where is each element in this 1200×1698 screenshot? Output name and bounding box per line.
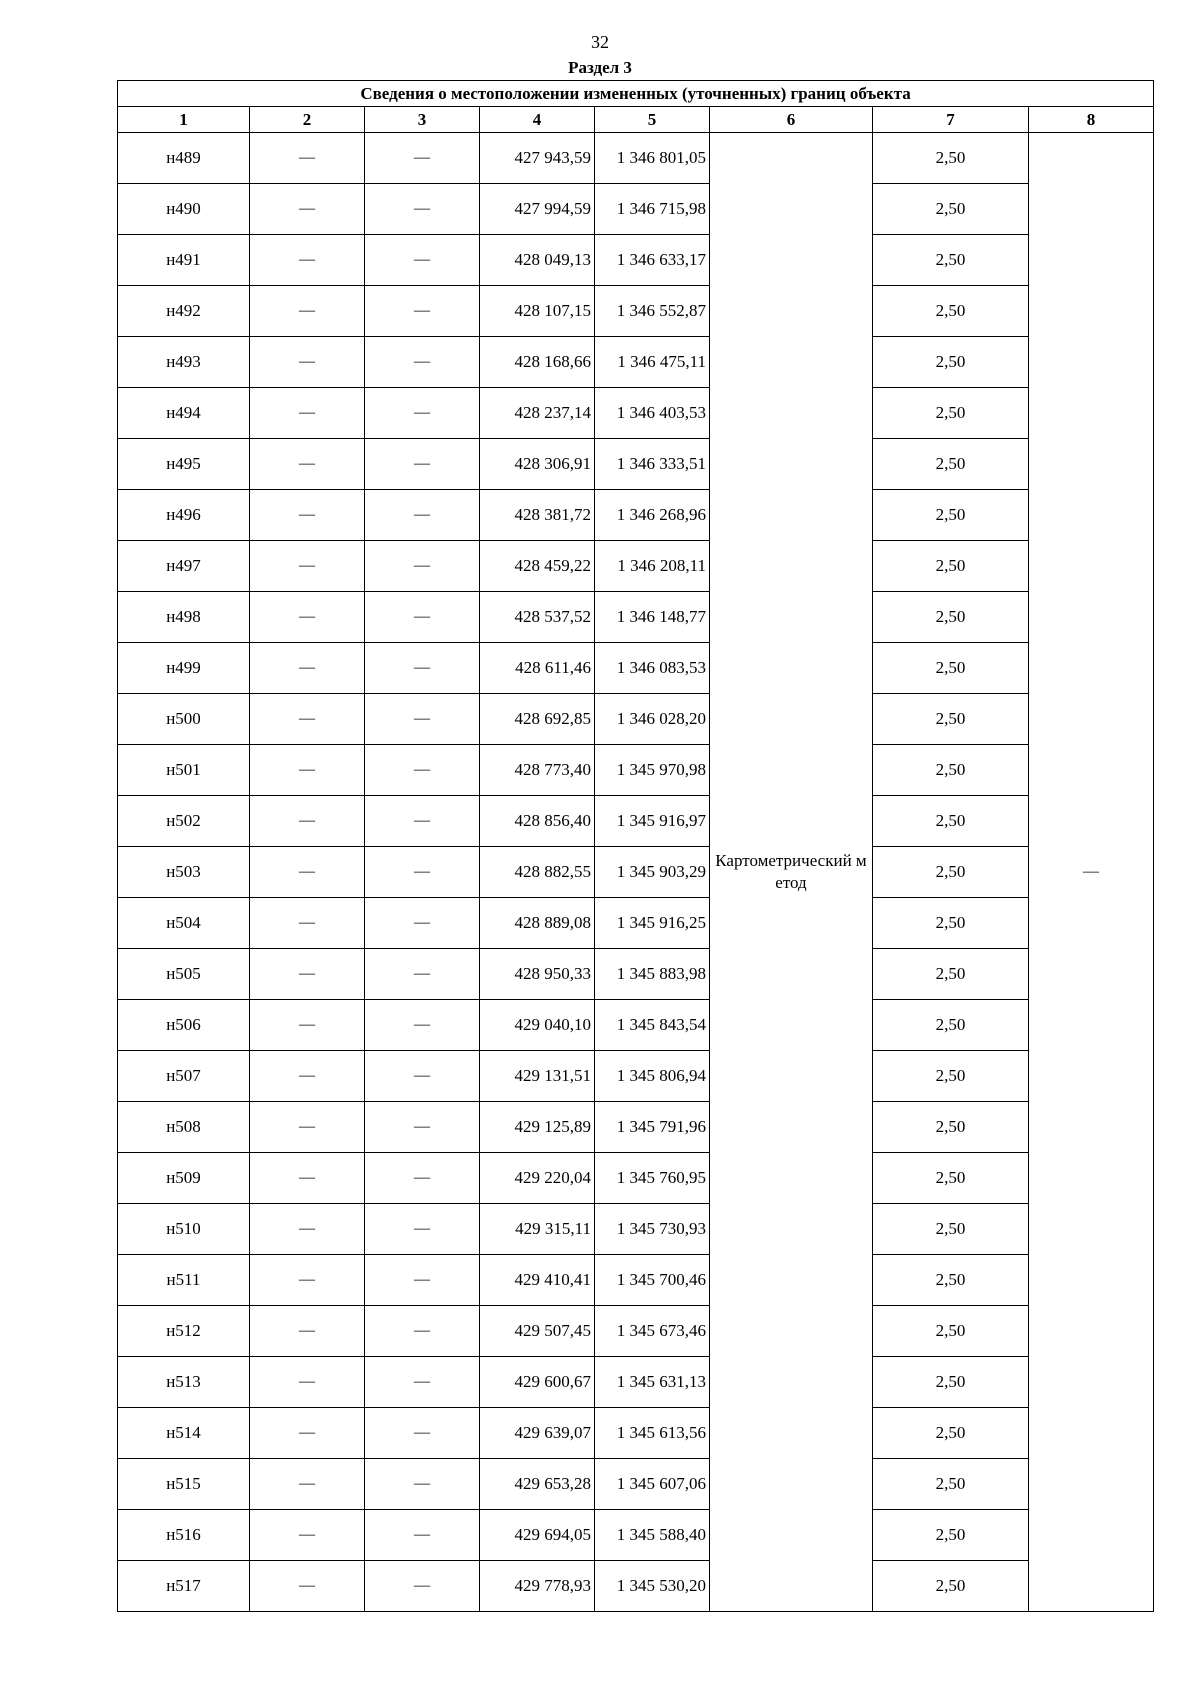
method-cell: Картометрический метод (710, 133, 873, 1612)
column-3-value: — (365, 133, 480, 184)
coordinate-x: 427 943,59 (480, 133, 595, 184)
accuracy-value: 2,50 (873, 337, 1029, 388)
point-id: н497 (118, 541, 250, 592)
coordinate-y: 1 345 903,29 (595, 847, 710, 898)
point-id: н510 (118, 1204, 250, 1255)
column-3-value: — (365, 1408, 480, 1459)
column-3-value: — (365, 235, 480, 286)
column-3-value: — (365, 1306, 480, 1357)
column-2-value: — (250, 490, 365, 541)
coordinate-y: 1 345 588,40 (595, 1510, 710, 1561)
column-3-value: — (365, 694, 480, 745)
coordinate-y: 1 346 208,11 (595, 541, 710, 592)
coordinate-x: 429 507,45 (480, 1306, 595, 1357)
table-body (118, 133, 1154, 1612)
column-3-value: — (365, 1204, 480, 1255)
column-2-value: — (250, 694, 365, 745)
coordinate-x: 429 315,11 (480, 1204, 595, 1255)
accuracy-value: 2,50 (873, 235, 1029, 286)
table-row (118, 1255, 1154, 1306)
accuracy-value: 2,50 (873, 694, 1029, 745)
column-2-value: — (250, 541, 365, 592)
table-row (118, 1051, 1154, 1102)
table-row (118, 286, 1154, 337)
point-id: н499 (118, 643, 250, 694)
column-header-4: 4 (480, 107, 595, 133)
coordinate-x: 428 773,40 (480, 745, 595, 796)
accuracy-value: 2,50 (873, 1204, 1029, 1255)
column-2-value: — (250, 949, 365, 1000)
point-id: н496 (118, 490, 250, 541)
coordinate-y: 1 345 631,13 (595, 1357, 710, 1408)
point-id: н515 (118, 1459, 250, 1510)
column-header-7: 7 (873, 107, 1029, 133)
column-header-5: 5 (595, 107, 710, 133)
coordinate-y: 1 345 843,54 (595, 1000, 710, 1051)
page-number: 32 (591, 32, 609, 52)
point-id: н507 (118, 1051, 250, 1102)
column-2-value: — (250, 1408, 365, 1459)
table-row (118, 490, 1154, 541)
coordinate-x: 429 040,10 (480, 1000, 595, 1051)
accuracy-value: 2,50 (873, 745, 1029, 796)
column-2-value: — (250, 745, 365, 796)
table-row (118, 235, 1154, 286)
column-3-value: — (365, 388, 480, 439)
coordinate-x: 428 537,52 (480, 592, 595, 643)
coordinate-y: 1 346 801,05 (595, 133, 710, 184)
column-3-value: — (365, 847, 480, 898)
coordinate-x: 428 237,14 (480, 388, 595, 439)
column-2-value: — (250, 184, 365, 235)
column-2-value: — (250, 1561, 365, 1612)
coordinate-x: 428 168,66 (480, 337, 595, 388)
accuracy-value: 2,50 (873, 1357, 1029, 1408)
coordinate-x: 428 889,08 (480, 898, 595, 949)
table-row (118, 745, 1154, 796)
table-row (118, 133, 1154, 184)
column-2-value: — (250, 1459, 365, 1510)
point-id: н516 (118, 1510, 250, 1561)
column-3-value: — (365, 643, 480, 694)
accuracy-value: 2,50 (873, 796, 1029, 847)
accuracy-value: 2,50 (873, 643, 1029, 694)
table-row (118, 898, 1154, 949)
table-row (118, 847, 1154, 898)
table-row (118, 1306, 1154, 1357)
column-2-value: — (250, 337, 365, 388)
coordinate-y: 1 345 613,56 (595, 1408, 710, 1459)
coordinate-x: 428 856,40 (480, 796, 595, 847)
column-2-value: — (250, 643, 365, 694)
column-3-value: — (365, 286, 480, 337)
coordinate-y: 1 346 148,77 (595, 592, 710, 643)
column-2-value: — (250, 796, 365, 847)
coordinate-y: 1 345 700,46 (595, 1255, 710, 1306)
column-3-value: — (365, 1459, 480, 1510)
column-3-value: — (365, 1561, 480, 1612)
accuracy-value: 2,50 (873, 1153, 1029, 1204)
column-header-8: 8 (1029, 107, 1154, 133)
column-3-value: — (365, 1357, 480, 1408)
coordinate-x: 428 107,15 (480, 286, 595, 337)
coordinate-y: 1 345 530,20 (595, 1561, 710, 1612)
accuracy-value: 2,50 (873, 949, 1029, 1000)
table-row (118, 796, 1154, 847)
coordinate-x: 429 410,41 (480, 1255, 595, 1306)
column-3-value: — (365, 592, 480, 643)
table-row (118, 439, 1154, 490)
accuracy-value: 2,50 (873, 1000, 1029, 1051)
column-3-value: — (365, 1051, 480, 1102)
column-3-value: — (365, 490, 480, 541)
section-title: Раздел 3 (568, 58, 632, 77)
point-id: н501 (118, 745, 250, 796)
point-id: н511 (118, 1255, 250, 1306)
table-row (118, 1000, 1154, 1051)
point-id: н503 (118, 847, 250, 898)
column-3-value: — (365, 949, 480, 1000)
point-id: н490 (118, 184, 250, 235)
table-row (118, 949, 1154, 1000)
coordinate-y: 1 346 715,98 (595, 184, 710, 235)
coordinate-x: 427 994,59 (480, 184, 595, 235)
table-row (118, 694, 1154, 745)
column-2-value: — (250, 1000, 365, 1051)
coordinate-y: 1 345 916,25 (595, 898, 710, 949)
point-id: н493 (118, 337, 250, 388)
coordinate-y: 1 345 791,96 (595, 1102, 710, 1153)
coordinate-x: 429 220,04 (480, 1153, 595, 1204)
accuracy-value: 2,50 (873, 1459, 1029, 1510)
accuracy-value: 2,50 (873, 133, 1029, 184)
table-row (118, 1153, 1154, 1204)
coordinate-y: 1 345 806,94 (595, 1051, 710, 1102)
coordinate-x: 429 600,67 (480, 1357, 595, 1408)
table-row (118, 1561, 1154, 1612)
point-id: н509 (118, 1153, 250, 1204)
table-row (118, 1510, 1154, 1561)
coordinate-y: 1 345 970,98 (595, 745, 710, 796)
table-row (118, 388, 1154, 439)
column-2-value: — (250, 286, 365, 337)
coordinate-x: 428 692,85 (480, 694, 595, 745)
column-3-value: — (365, 898, 480, 949)
column-2-value: — (250, 592, 365, 643)
accuracy-value: 2,50 (873, 592, 1029, 643)
column-header-3: 3 (365, 107, 480, 133)
point-id: н504 (118, 898, 250, 949)
point-id: н500 (118, 694, 250, 745)
column-2-value: — (250, 847, 365, 898)
accuracy-value: 2,50 (873, 1408, 1029, 1459)
column-2-value: — (250, 235, 365, 286)
point-id: н512 (118, 1306, 250, 1357)
column-2-value: — (250, 1204, 365, 1255)
accuracy-value: 2,50 (873, 541, 1029, 592)
point-id: н508 (118, 1102, 250, 1153)
column-header-1: 1 (118, 107, 250, 133)
coordinate-y: 1 346 083,53 (595, 643, 710, 694)
coordinate-x: 428 882,55 (480, 847, 595, 898)
coordinate-x: 429 131,51 (480, 1051, 595, 1102)
point-id: н514 (118, 1408, 250, 1459)
accuracy-value: 2,50 (873, 1102, 1029, 1153)
column-3-value: — (365, 745, 480, 796)
point-id: н513 (118, 1357, 250, 1408)
table-row (118, 1204, 1154, 1255)
accuracy-value: 2,50 (873, 184, 1029, 235)
accuracy-value: 2,50 (873, 898, 1029, 949)
column-2-value: — (250, 1510, 365, 1561)
coordinate-y: 1 345 883,98 (595, 949, 710, 1000)
table-row (118, 1459, 1154, 1510)
coordinate-x: 429 639,07 (480, 1408, 595, 1459)
column-3-value: — (365, 1153, 480, 1204)
column-2-value: — (250, 439, 365, 490)
point-id: н505 (118, 949, 250, 1000)
coordinate-x: 428 306,91 (480, 439, 595, 490)
column-2-value: — (250, 388, 365, 439)
point-id: н489 (118, 133, 250, 184)
column-8-value: — (1029, 133, 1154, 1612)
accuracy-value: 2,50 (873, 388, 1029, 439)
table-row (118, 643, 1154, 694)
accuracy-value: 2,50 (873, 286, 1029, 337)
table-row (118, 1408, 1154, 1459)
column-3-value: — (365, 337, 480, 388)
table-row (118, 1102, 1154, 1153)
point-id: н491 (118, 235, 250, 286)
coordinate-x: 429 778,93 (480, 1561, 595, 1612)
coordinate-x: 428 611,46 (480, 643, 595, 694)
table-row (118, 1357, 1154, 1408)
accuracy-value: 2,50 (873, 439, 1029, 490)
column-2-value: — (250, 1255, 365, 1306)
coordinate-y: 1 346 475,11 (595, 337, 710, 388)
accuracy-value: 2,50 (873, 847, 1029, 898)
coordinate-y: 1 346 552,87 (595, 286, 710, 337)
column-3-value: — (365, 1510, 480, 1561)
column-3-value: — (365, 541, 480, 592)
point-id: н502 (118, 796, 250, 847)
accuracy-value: 2,50 (873, 1561, 1029, 1612)
point-id: н498 (118, 592, 250, 643)
accuracy-value: 2,50 (873, 490, 1029, 541)
accuracy-value: 2,50 (873, 1510, 1029, 1561)
table-caption: Сведения о местоположении измененных (уточненных) границ объекта (118, 81, 1154, 107)
coordinate-y: 1 346 028,20 (595, 694, 710, 745)
column-3-value: — (365, 439, 480, 490)
table-row (118, 337, 1154, 388)
coordinate-x: 429 125,89 (480, 1102, 595, 1153)
column-2-value: — (250, 898, 365, 949)
coordinate-y: 1 346 333,51 (595, 439, 710, 490)
column-3-value: — (365, 796, 480, 847)
column-3-value: — (365, 1000, 480, 1051)
point-id: н494 (118, 388, 250, 439)
coordinate-x: 428 381,72 (480, 490, 595, 541)
coordinate-x: 429 653,28 (480, 1459, 595, 1510)
column-header-6: 6 (710, 107, 873, 133)
accuracy-value: 2,50 (873, 1255, 1029, 1306)
coordinate-y: 1 345 730,93 (595, 1204, 710, 1255)
coordinate-y: 1 346 403,53 (595, 388, 710, 439)
column-2-value: — (250, 1357, 365, 1408)
accuracy-value: 2,50 (873, 1306, 1029, 1357)
coordinate-y: 1 345 607,06 (595, 1459, 710, 1510)
point-id: н495 (118, 439, 250, 490)
column-3-value: — (365, 184, 480, 235)
coordinate-x: 429 694,05 (480, 1510, 595, 1561)
coordinate-y: 1 345 760,95 (595, 1153, 710, 1204)
coordinate-y: 1 346 268,96 (595, 490, 710, 541)
table-row (118, 541, 1154, 592)
column-header-2: 2 (250, 107, 365, 133)
column-2-value: — (250, 1153, 365, 1204)
column-2-value: — (250, 1051, 365, 1102)
table-row (118, 592, 1154, 643)
point-id: н492 (118, 286, 250, 337)
coordinate-x: 428 950,33 (480, 949, 595, 1000)
table-row (118, 184, 1154, 235)
coordinate-y: 1 346 633,17 (595, 235, 710, 286)
boundary-table (117, 80, 1154, 1612)
column-2-value: — (250, 133, 365, 184)
column-3-value: — (365, 1102, 480, 1153)
column-3-value: — (365, 1255, 480, 1306)
coordinate-x: 428 459,22 (480, 541, 595, 592)
point-id: н517 (118, 1561, 250, 1612)
column-2-value: — (250, 1306, 365, 1357)
coordinate-y: 1 345 673,46 (595, 1306, 710, 1357)
coordinate-y: 1 345 916,97 (595, 796, 710, 847)
point-id: н506 (118, 1000, 250, 1051)
coordinate-x: 428 049,13 (480, 235, 595, 286)
column-2-value: — (250, 1102, 365, 1153)
accuracy-value: 2,50 (873, 1051, 1029, 1102)
